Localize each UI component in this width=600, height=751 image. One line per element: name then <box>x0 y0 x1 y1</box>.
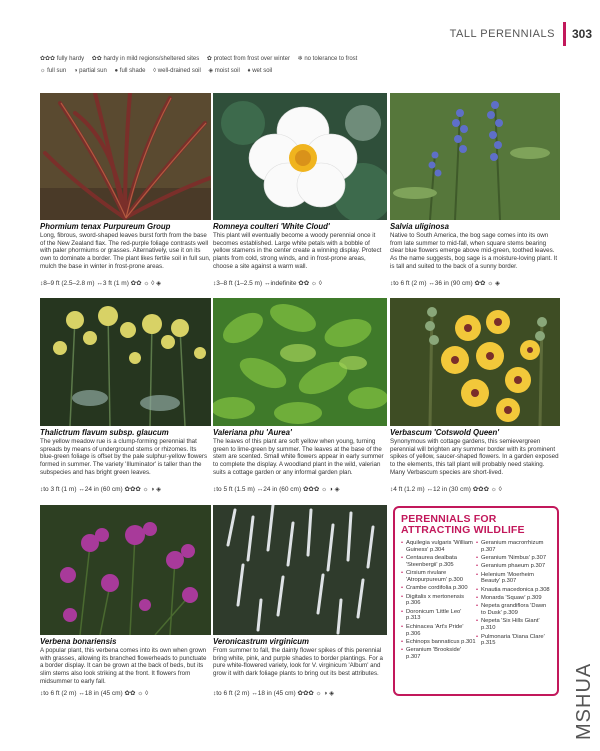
list-item: • Echinops bannaticus p.301 <box>401 639 476 646</box>
plant-entry <box>213 222 387 292</box>
plant-description: From summer to fall, the dainty flower spikes of this perennial bring white, pink, and purple shades to border plantings. For a pure white-flowered variety, look for V. virginicum 'Album' and grow it with dark foliage plants to bring out its best attributes. <box>213 647 383 678</box>
list-item: • Geranium macrorrhizum p.307 <box>476 540 551 554</box>
plant-name: Verbena bonariensis <box>40 637 117 646</box>
salvia-photo <box>390 93 560 220</box>
plant-description: This plant will eventually become a woody perennial once it becomes established. Large white petals with a bobble of yellow stamens in the center create a winning display. Protect plants from cold, strong winds, and in frost-prone areas, choose a site against a warm wall. <box>213 232 382 270</box>
list-item: • Aquilegia vulgaris 'William Guiness' p.304 <box>401 540 476 554</box>
list-item: • Crambe cordifolia p.300 <box>401 585 476 592</box>
plant-description: Native to South America, the bog sage comes into its own from late summer to mid-fall, when square stems bearing clear blue flowers emerge above mid-green, toothed leaves. As the name suggests, bog sage is a moisture-loving plant. It is tall and suited to the back of a sunny border. <box>390 232 558 270</box>
phormium-photo <box>40 93 211 220</box>
plant-stats: ↕3–8 ft (1–2.5 m) ↔indefinite ✿✿ ☼ ◊ <box>213 280 322 287</box>
plant-stats: ↕to 6 ft (2 m) ↔18 in (45 cm) ✿✿ ☼ ◊ <box>40 690 149 697</box>
section-title: TALL PERENNIALS <box>449 28 555 40</box>
key-line-2 <box>40 65 560 77</box>
panel-column-right <box>476 540 551 662</box>
watermark <box>568 632 598 742</box>
list-item: • Geranium 'Nimbus' p.307 <box>476 555 551 562</box>
page-number: 303 <box>563 22 600 46</box>
plant-name: Valeriana phu 'Aurea' <box>213 428 292 437</box>
list-item: • Echinacea 'Art's Pride' p.306 <box>401 624 476 638</box>
list-item: • Digitalis x mertonensis p.306 <box>401 594 476 608</box>
key-item: ◑ partial sun <box>73 68 107 74</box>
key-item: ● full shade <box>114 68 146 74</box>
plant-entry <box>40 637 211 707</box>
plant-entry <box>213 637 387 707</box>
plant-stats: ↕8–9 ft (2.5–2.8 m) ↔3 ft (1 m) ✿✿ ☼ ◊ ◈ <box>40 280 162 287</box>
plant-stats: ↕to 6 ft (2 m) ↔36 in (90 cm) ✿✿ ☼ ◈ <box>390 280 500 287</box>
romneya-photo <box>213 93 387 220</box>
list-item: • Nepeta 'Six Hills Giant' p.310 <box>476 618 551 632</box>
panel-column-left <box>401 540 476 662</box>
plant-name: Thalictrum flavum subsp. glaucum <box>40 428 169 437</box>
plant-entry <box>40 222 211 292</box>
wildlife-panel <box>393 506 559 696</box>
plant-stats: ↕to 3 ft (1 m) ↔24 in (60 cm) ✿✿✿ ☼ ◑ ◈ <box>40 486 162 493</box>
plant-entry <box>40 428 211 498</box>
key-item: ❄ no tolerance to frost <box>297 56 358 62</box>
svg-text:MSHUA: MSHUA <box>573 662 595 740</box>
plant-entry <box>390 222 560 292</box>
list-item: • Nepeta grandiflora 'Dawn to Dusk' p.309 <box>476 603 551 617</box>
plant-description: Synonymous with cottage gardens, this semievergreen perennial will brighten any summer border with its prominent spikes of yellow, saucer-shaped flowers. In a garden exposed to the elements, this tall plant will probably need staking. Many Verbascum species are short-lived. <box>390 438 559 476</box>
plant-name: Veronicastrum virginicum <box>213 637 309 646</box>
panel-title: PERENNIALS FOR ATTRACTING WILDLIFE <box>401 513 525 536</box>
plant-entry <box>390 428 560 498</box>
plant-stats: ↕4 ft (1.2 m) ↔12 in (30 cm) ✿✿✿ ☼ ◊ <box>390 486 502 493</box>
valeriana-photo <box>213 298 387 426</box>
list-item: • Cirsium rivulare 'Atropurpureum' p.300 <box>401 570 476 584</box>
list-item: • Knautia macedonica p.308 <box>476 587 551 594</box>
key-item: ✿✿✿ fully hardy <box>40 56 85 62</box>
key-item: ◊ well-drained soil <box>153 68 201 74</box>
list-item: • Pulmonaria 'Diana Clare' p.315 <box>476 634 551 648</box>
key-item: ☼ full sun <box>40 68 67 74</box>
plant-entry <box>213 428 387 498</box>
thalictrum-photo <box>40 298 211 426</box>
symbol-key <box>40 53 560 77</box>
list-item: • Monarda 'Squaw' p.309 <box>476 595 551 602</box>
plant-description: The leaves of this plant are soft yellow when young, turning green to lime-green by summer. The leaves at the base of the stem are scented. Small white flowers appear in early summer to complete the display. A woodland plant in the wild, valerian suits a cottage garden or any informal garden plan. <box>213 438 384 476</box>
verbascum-photo <box>390 298 560 426</box>
page-header <box>450 22 600 46</box>
plant-description: Long, fibrous, sword-shaped leaves burst forth from the base of the New Zealand flax. The red-purple foliage contrasts well with paler phormiums or grasses. Alternatively, use it on its own to dominate a border. The plant likes fertile soil in full sun, mulch the base in winter in frost-prone areas. <box>40 232 211 270</box>
plant-name: Phormium tenax Purpureum Group <box>40 222 171 231</box>
plant-stats: ↕to 5 ft (1.5 m) ↔24 in (60 cm) ✿✿✿ ☼ ◑ ◈ <box>213 486 340 493</box>
plant-description: A popular plant, this verbena comes into its own when grown with grasses, allowing its branched flowerheads to punctuate a border display. It can be grown at the back of beds, but its slim stems also look striking at the front. It flowers from midsummer to early fall. <box>40 647 207 685</box>
veronicastrum-photo <box>213 505 387 635</box>
key-line-1 <box>40 53 560 65</box>
plant-name: Salvia uliginosa <box>390 222 449 231</box>
key-item: ✿✿ hardy in mild regions/sheltered sites <box>91 56 200 62</box>
key-item: ✿ protect from frost over winter <box>206 56 290 62</box>
plant-name: Verbascum 'Cotswold Queen' <box>390 428 500 437</box>
key-item: ♦ wet soil <box>247 68 273 74</box>
list-item: • Geranium 'Brookside' p.307 <box>401 647 476 661</box>
plant-stats: ↕to 6 ft (2 m) ↔18 in (45 cm) ✿✿✿ ☼ ◑ ◈ <box>213 690 335 697</box>
list-item: • Centaurea dealbata 'Steenbergii' p.305 <box>401 555 476 569</box>
key-item: ◈ moist soil <box>208 68 240 74</box>
plant-description: The yellow meadow rue is a clump-forming perennial that spreads by means of underground stems or rhizomes. Its blue-green foliage is offset by the pale sulphur-yellow flowers formed in summer. The variety 'Illuminator' is taller than the subspecies and has bright green leaves. <box>40 438 208 476</box>
list-item: • Geranium phaeum p.307 <box>476 563 551 570</box>
verbena-photo <box>40 505 211 635</box>
list-item: • Helenium 'Moerheim Beauty' p.307 <box>476 572 551 586</box>
plant-name: Romneya coulteri 'White Cloud' <box>213 222 330 231</box>
list-item: • Doronicum 'Little Leo' p.313 <box>401 609 476 623</box>
